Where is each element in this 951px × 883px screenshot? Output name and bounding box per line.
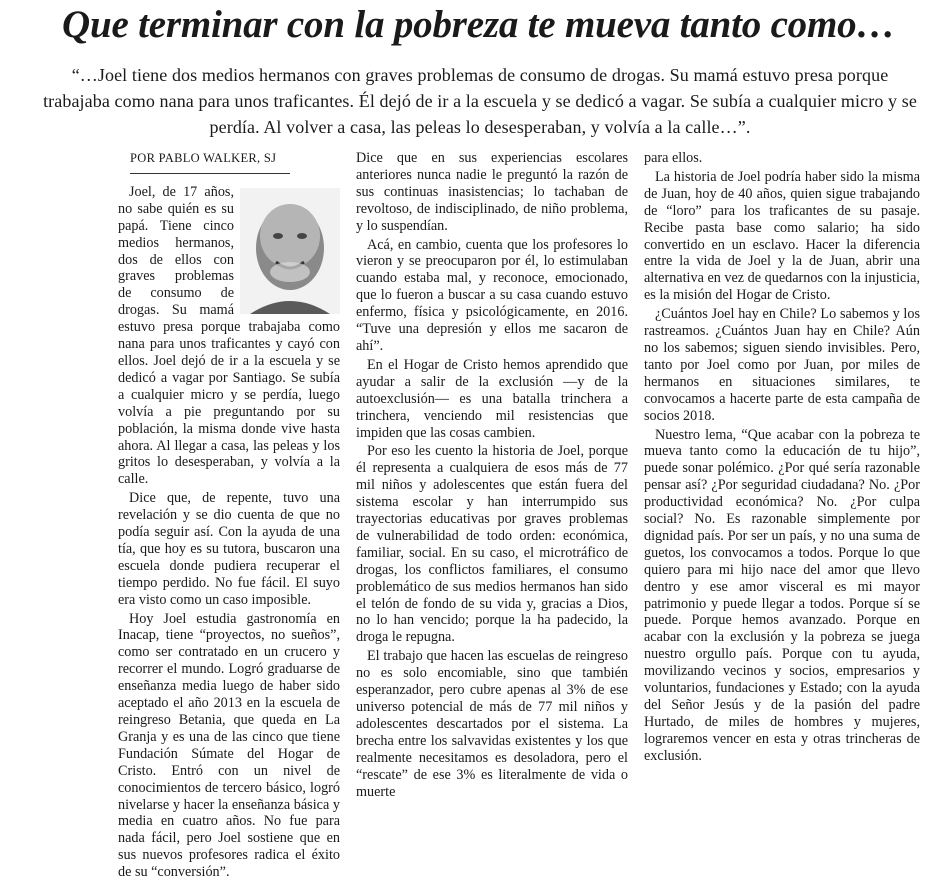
- paragraph-col3-2: ¿Cuántos Joel hay en Chile? Lo sabemos y los rastreamos. ¿Cuántos Juan hay en Chile? Aún no los sabemos; siguen siendo invisibles. Pero, tanto por Joel como por Juan, por miles de hermanos en situaciones similares, te convocamos a hacerte parte de esta campaña de socios 2018.: [644, 306, 920, 424]
- byline: POR PABLO WALKER, SJ: [130, 151, 277, 165]
- lead-quote: “…Joel tiene dos medios hermanos con graves problemas de consumo de drogas. Su mamá estuvo presa porque trabajaba como nana para unos traficantes. Él dejó de ir a la escuela y se dedicó a vagar. Se subía a cualquier micro y se perdía. Al volver a casa, las peleas lo desesperaban, y volvía a la calle…”.: [43, 65, 917, 137]
- headline: Que terminar con la pobreza te mueva tanto como…: [62, 3, 896, 46]
- paragraph-col2-3: Por eso les cuento la historia de Joel, porque él representa a cualquiera de esos más de 77 mil niños y adolescentes que están fuera del sistema escolar y han interrumpido sus trayectorias educativas por graves problemas de vulnerabilidad de todo orden: económica, familiar, social. En su caso, el microtráfico de drogas, los conflictos familiares, el consumo problemático de sus medios hermanos han sido el telón de fondo de su vida y, gracias a Dios, no lo han vencido; porque la ha padecido, la droga le repugna.: [356, 443, 628, 646]
- paragraph-col2-2: En el Hogar de Cristo hemos aprendido que ayudar a salir de la exclusión —y de la autoexclusión— es una batalla trinchera a trinchera, venciendo mil resistencias que impiden que las cosas cambien.: [356, 356, 628, 441]
- paragraph-col3-1: La historia de Joel podría haber sido la misma de Juan, hoy de 40 años, quien sigue trabajando de “loro” para los traficantes de su pasaje. Recibe pasta base como salario; ha sido convertido en un esclavo. Hacer la diferencia entre la vida de Joel y la de Juan, abrir una alternativa en vez de quedarnos con la injusticia, es la misión del Hogar de Cristo.: [644, 168, 920, 304]
- column-1: [118, 150, 340, 883]
- paragraph-col2-4: El trabajo que hacen las escuelas de reingreso no es solo encomiable, sino que también esperanzador, pero cubre apenas al 3% de ese universo potencial de más de 77 mil niños y adolescentes descartados por el sistema. La brecha entre los salvavidas existentes y los que realmente necesitamos es desoladora, pero el “rescate” de ese 3% es literalmente de vida o muerte: [356, 648, 628, 800]
- paragraph-col3-cont: para ellos.: [644, 150, 703, 166]
- byline-rule: [130, 173, 290, 174]
- paragraph-text: Joel, de 17 años, no sabe quién es su papá. Tiene cinco medios hermanos, dos de ellos con graves problemas de consumo de drogas. Su mamá estuvo presa porque trabajaba como nana para unos traficantes y cayó con ellos. Joel dejó de ir a la escuela y se dedicó a vagar por Santiago. Se subía a cualquier micro y se perdía, luego volvía a pie preguntando por su población, la misma donde vive hasta ahora. Al llegar a casa, las peleas y los gritos lo desesperaban, y volvía a la calle.: [118, 183, 340, 488]
- paragraph-col2-1: Acá, en cambio, cuenta que los profesores lo vieron y se preocuparon por él, lo estimulaban cuando estaba mal, y reconoce, emocionado, que lo fueron a buscar a su casa cuando estuvo enfermo, física y psicológicamente, en 2016. “Tuve una depresión y ellos me sacaron de ahí”.: [356, 236, 628, 354]
- paragraph-col1-3: Hoy Joel estudia gastronomía en Inacap, tiene “proyectos, no sueños”, como ser contratado en un crucero y recorrer el mundo. Logró graduarse de enseñanza media luego de haber sido aceptado el año 2013 en la escuela de reingreso Betania, que queda en La Granja y es una de las cinco que tiene Fundación Súmate del Hogar de Cristo. Entró con un nivel de conocimientos de tercero básico, logró nivelarse y hacer la enseñanza básica y media en cuatro años. No fue para nada fácil, pero Joel sostiene que en sus nuevos profesores radica el éxito de su “conversión”.: [118, 610, 340, 881]
- paragraph-col3-3: Nuestro lema, “Que acabar con la pobreza te mueva tanto como la educación de tu hijo”, puede sonar polémico. ¿Por qué sería razonable pensar así? ¿Por seguridad ciudadana? No. ¿Por productividad económica? No. ¿Por culpa social? No. Es razonable simplemente por dignidad país. Por ser un país, y no una suma de guetos, los convocamos a todos. Porque lo que quiero para mi hijo nace del amor que llevo dentro y ese amor visceral es mi mayor patrimonio y puede llegar a todos. Porque sí se puede. Porque hemos avanzado. Porque en acabar con la exclusión y la pobreza se juega nuestro orgullo país. Porque con tu ayuda, movilizando vecinos y socios, empresarios y voluntarios, fundaciones y Estado; con la ayuda del Señor Jesús y de la pasión del padre Hurtado, de miles de hombres y mujeres, lograremos vencer en esta y otras trincheras de exclusión.: [644, 426, 920, 764]
- column-3: [644, 150, 920, 767]
- paragraph-col1-1: [118, 184, 340, 488]
- author-photo: [240, 188, 340, 314]
- paragraph-col2-cont: Dice que en sus experiencias escolares anteriores nunca nadie le preguntó la razón de sus continuas inasistencias; lo tachaban de revoltoso, de indisciplinado, de niño problema, y lo suspendían.: [356, 150, 628, 234]
- column-2: [356, 150, 628, 802]
- paragraph-col1-2: Dice que, de repente, tuvo una revelación y se dio cuenta de que no podía seguir así. Con la ayuda de una tía, que hoy es su tutora, buscaron una escuela donde pudiera recuperar el tiempo perdido. No fue fácil. El suyo era visto como un caso imposible.: [118, 490, 340, 608]
